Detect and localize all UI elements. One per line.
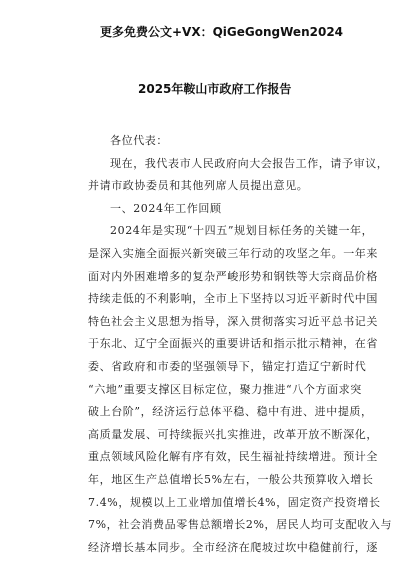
body-line: 7%，社会消费品零售总额增长2%，居民人均可支配收入与 (88, 518, 393, 532)
body-line: “六地”重要支撑区目标定位，聚力推进“八个方面求突 (88, 382, 362, 396)
intro-paragraph (88, 153, 389, 198)
body-line: 年，地区生产总值增长5%左右，一般公共预算收入增长 (88, 472, 374, 486)
body-line: 高质量发展、可持续振兴扎实推进，改革开放不断深化， (88, 427, 378, 441)
intro-line: 现在，我代表市人民政府向大会报告工作，请予审议， (110, 156, 389, 170)
document-title: 2025年鞍山市政府工作报告 (138, 82, 292, 96)
salutation: 各位代表： (110, 134, 168, 147)
body-line: 重点领域风险化解有序有效，民生福祉持续增进。预计全 (88, 450, 378, 464)
body-line: 经济增长基本同步。全市经济在爬坡过坎中稳健前行，逐 (88, 540, 378, 554)
intro-line: 并请市政协委员和其他列席人员提出意见。 (88, 179, 309, 193)
body-line: 持续走低的不利影响，全市上下坚持以习近平新时代中国 (88, 292, 378, 306)
body-line: 7.4%，规模以上工业增加值增长4%，固定资产投资增长 (88, 495, 381, 509)
body-line: 特色社会主义思想为指导，深入贯彻落实习近平总书记关 (88, 314, 378, 328)
body-paragraph (88, 220, 393, 559)
body-line: 2024年是实现“十四五”规划目标任务的关键一年， (110, 224, 374, 238)
watermark-header: 更多免费公文+VX：QiGeGongWen2024 (100, 25, 344, 39)
body-line: 面对内外困难增多的复杂严峻形势和钢铁等大宗商品价格 (88, 269, 378, 283)
section-heading: 一、2024年工作回顾 (110, 201, 222, 215)
body-line: 委、省政府和市委的坚强领导下，锚定打造辽宁新时代 (88, 359, 367, 373)
body-line: 于东北、辽宁全面振兴的重要讲话和指示批示精神，在省 (88, 337, 378, 351)
body-line: 是深入实施全面振兴新突破三年行动的攻坚之年。一年来 (88, 246, 378, 260)
body-line: 破上台阶”，经济运行总体平稳、稳中有进、进中提质， (88, 405, 373, 419)
